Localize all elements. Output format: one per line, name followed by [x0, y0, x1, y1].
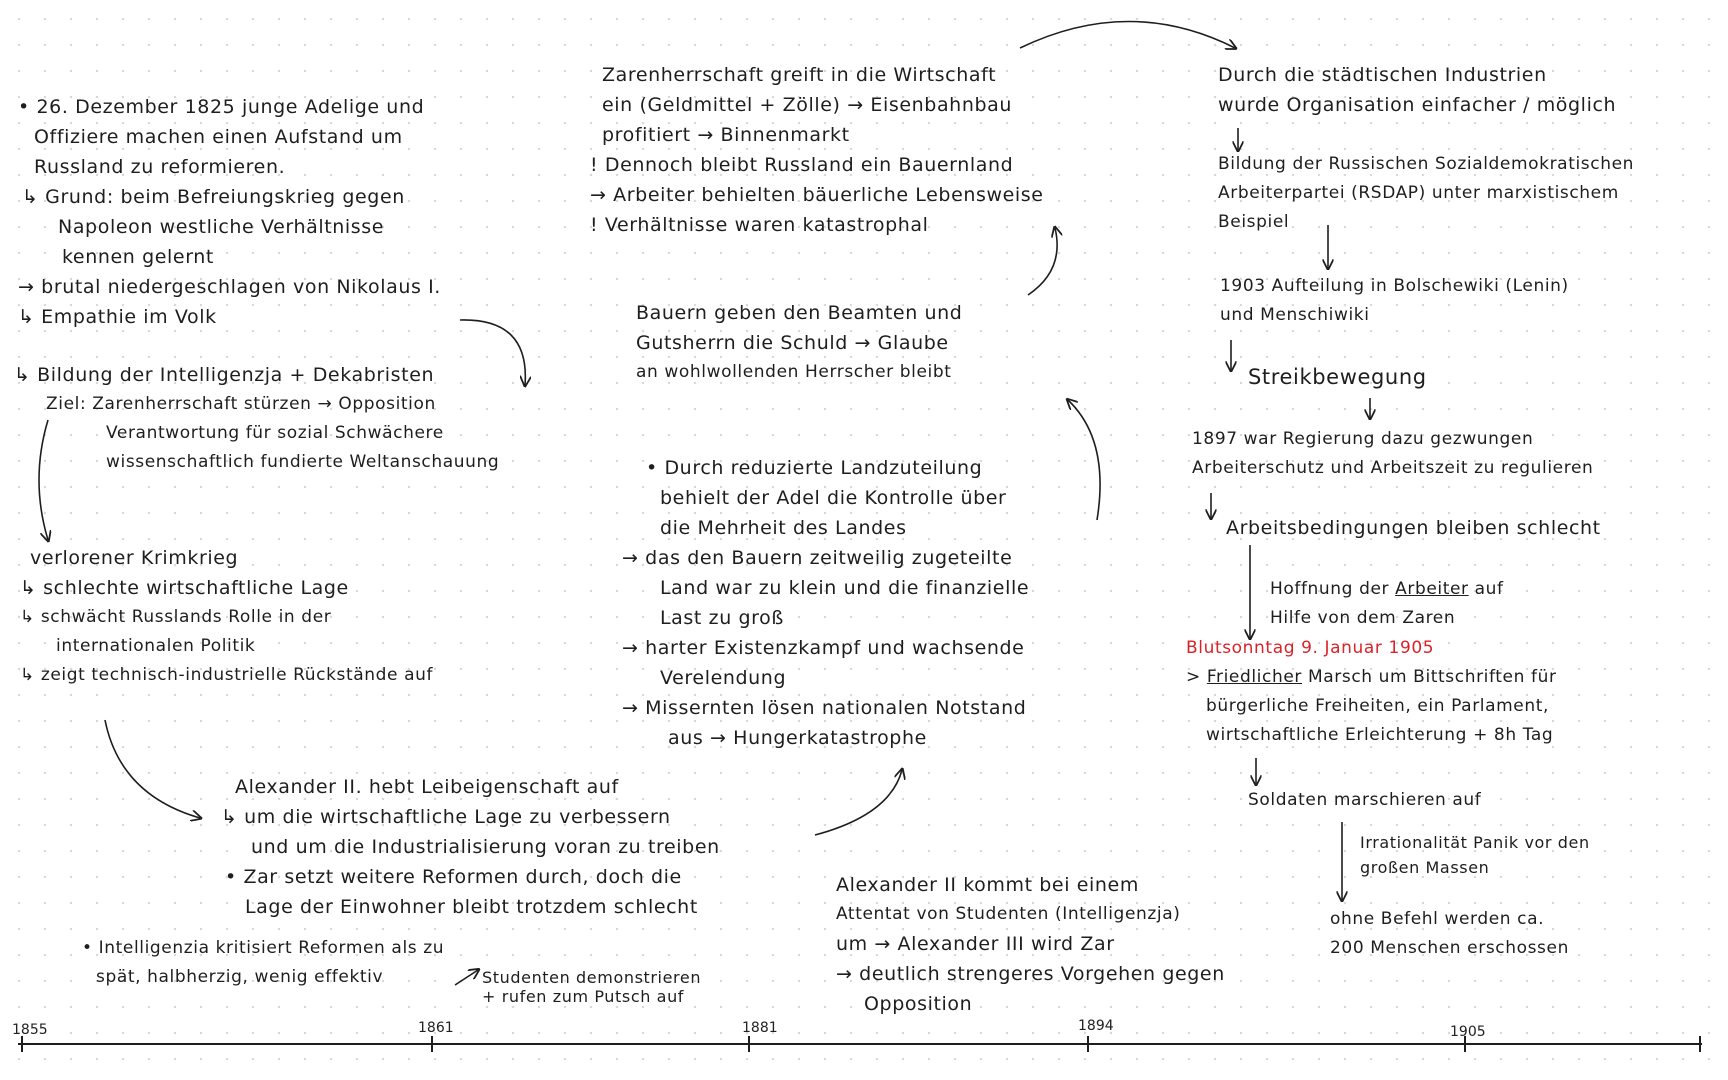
streik-line-1: Streikbewegung — [1248, 365, 1427, 389]
arrow-krimkrieg-to-alexander — [105, 720, 200, 818]
krimkrieg-line-5: ↳ zeigt technisch-industrielle Rückstände auf — [20, 665, 434, 685]
intelligenzja-line-3: Verantwortung für sozial Schwächere — [106, 423, 444, 443]
attentat-block — [836, 870, 1225, 1019]
blutsonntag-line-3: wirtschaftliche Erleichterung + 8h Tag — [1206, 725, 1554, 745]
blutsonntag-block — [1186, 634, 1557, 750]
bauern-line-2: Gutsherrn die Schuld → Glaube — [636, 332, 949, 354]
regierung-line-2: Arbeiterschutz und Arbeitszeit zu regulieren — [1192, 458, 1594, 478]
wirtschaft-line-4: ! Dennoch bleibt Russland ein Bauernland — [590, 154, 1014, 176]
hoffnung-line-1: Hoffnung der Arbeiter auf — [1270, 579, 1504, 599]
attentat-line-3: um → Alexander III wird Zar — [836, 933, 1115, 955]
soldaten-line-1: Soldaten marschieren auf — [1248, 790, 1482, 810]
alexander2-line-4: • Zar setzt weitere Reformen durch, doch die — [225, 866, 682, 888]
bauern-line-3: an wohlwollenden Herrscher bleibt — [636, 362, 952, 382]
kritik-line-1: • Intelligenzia kritisiert Reformen als zu — [82, 938, 445, 958]
blutsonntag-line-1: > Friedlicher Marsch um Bittschriften für — [1186, 667, 1557, 687]
land-line-9: → Missernten lösen nationalen Notstand — [622, 697, 1027, 719]
krimkrieg-line-3: ↳ schwächt Russlands Rolle in der — [20, 607, 332, 627]
wirtschaft-line-2: ein (Geldmittel + Zölle) → Eisenbahnbau — [602, 94, 1013, 116]
timeline-year-1855: 1855 — [12, 1022, 48, 1038]
rsdap-line-3: Beispiel — [1218, 212, 1290, 232]
opfer-line-1: ohne Befehl werden ca. — [1330, 909, 1545, 929]
rsdap-line-2: Arbeiterpartei (RSDAP) unter marxistischem — [1218, 183, 1619, 203]
rsdap-line-1: Bildung der Russischen Sozialdemokratischen — [1218, 154, 1635, 174]
intelligenzja-line-2: Ziel: Zarenherrschaft stürzen → Opposition — [46, 394, 436, 414]
land-line-8: Verelendung — [660, 667, 787, 689]
panik-line-1: Irrationalität Panik vor den — [1360, 833, 1590, 852]
wirtschaft-block — [590, 60, 1044, 240]
studenten-line-2: + rufen zum Putsch auf — [482, 987, 685, 1006]
spaltung-line-1: 1903 Aufteilung in Bolschewiki (Lenin) — [1220, 276, 1569, 296]
bedingungen-line-1: Arbeitsbedingungen bleiben schlecht — [1226, 517, 1601, 539]
hoffnung-block — [1270, 575, 1504, 633]
timeline-year-1881: 1881 — [742, 1020, 778, 1036]
wirtschaft-line-3: profitiert → Binnenmarkt — [602, 124, 850, 146]
arrow-top-curve — [1020, 22, 1235, 49]
timeline-year-1894: 1894 — [1078, 1018, 1114, 1034]
land-line-3: die Mehrheit des Landes — [660, 517, 907, 539]
intelligenzja-block — [14, 360, 499, 477]
wirtschaft-line-1: Zarenherrschaft greift in die Wirtschaft — [602, 64, 997, 86]
intelligenzja-line-4: wissenschaftlich fundierte Weltanschauung — [106, 452, 500, 472]
krimkrieg-block — [20, 543, 434, 690]
timeline-year-1861: 1861 — [418, 1020, 454, 1036]
bauern-line-1: Bauern geben den Beamten und — [636, 302, 963, 324]
opfer-block — [1330, 905, 1569, 963]
blutsonntag-line-2: bürgerliche Freiheiten, ein Parlament, — [1206, 696, 1549, 716]
attentat-line-5: Opposition — [864, 993, 973, 1015]
dekabristen-line-3: Russland zu reformieren. — [34, 156, 286, 178]
arrow-land-to-bauern — [1068, 400, 1100, 520]
attentat-line-1: Alexander II kommt bei einem — [836, 874, 1139, 896]
soldaten-block — [1248, 786, 1481, 815]
krimkrieg-line-4: internationalen Politik — [56, 636, 256, 656]
dekabristen-line-4: ↳ Grund: beim Befreiungskrieg gegen — [22, 186, 405, 208]
dekabristen-line-5: Napoleon westliche Verhältnisse — [58, 216, 385, 238]
land-line-10: aus → Hungerkatastrophe — [668, 727, 927, 749]
regierung-line-1: 1897 war Regierung dazu gezwungen — [1192, 429, 1534, 449]
alexander2-block — [221, 772, 720, 922]
land-line-7: → harter Existenzkampf und wachsende — [622, 637, 1025, 659]
kritik-block — [82, 934, 444, 992]
arrow-alexander-to-land — [815, 770, 902, 835]
attentat-line-4: → deutlich strengeres Vorgehen gegen — [836, 963, 1225, 985]
hoffnung-line-2: Hilfe von dem Zaren — [1270, 608, 1456, 628]
land-line-4: → das den Bauern zeitweilig zugeteilte — [622, 547, 1013, 569]
kritik-line-2: spät, halbherzig, wenig effektiv — [96, 967, 384, 987]
dekabristen-line-6: kennen gelernt — [62, 246, 214, 268]
bedingungen-block — [1226, 513, 1601, 543]
panik-line-2: großen Massen — [1360, 858, 1490, 877]
rsdap-block — [1218, 150, 1634, 237]
land-line-6: Last zu groß — [660, 607, 784, 629]
alexander2-line-2: ↳ um die wirtschaftliche Lage zu verbessern — [221, 806, 671, 828]
land-block — [622, 453, 1029, 753]
bauern-block — [636, 298, 962, 387]
spaltung-block — [1220, 272, 1569, 330]
land-line-1: • Durch reduzierte Landzuteilung — [646, 457, 983, 479]
krimkrieg-line-1: verlorener Krimkrieg — [30, 547, 239, 569]
studenten-block — [482, 968, 701, 1006]
land-line-5: Land war zu klein und die finanzielle — [660, 577, 1030, 599]
industrie-block — [1218, 60, 1616, 120]
dekabristen-line-2: Offiziere machen einen Aufstand um — [34, 126, 403, 148]
spaltung-line-2: und Menschiwiki — [1220, 305, 1370, 325]
timeline-year-1905: 1905 — [1450, 1024, 1486, 1040]
dekabristen-line-1: • 26. Dezember 1825 junge Adelige und — [18, 96, 425, 118]
alexander2-line-1: Alexander II. hebt Leibeigenschaft auf — [235, 776, 619, 798]
industrie-line-2: wurde Organisation einfacher / möglich — [1218, 94, 1617, 116]
land-line-2: behielt der Adel die Kontrolle über — [660, 487, 1007, 509]
regierung-block — [1192, 425, 1593, 483]
alexander2-line-5: Lage der Einwohner bleibt trotzdem schlecht — [245, 896, 698, 918]
wirtschaft-line-6: ! Verhältnisse waren katastrophal — [590, 214, 929, 236]
alexander2-line-3: und um die Industrialisierung voran zu treiben — [251, 836, 720, 858]
industrie-line-1: Durch die städtischen Industrien — [1218, 64, 1547, 86]
opfer-line-2: 200 Menschen erschossen — [1330, 938, 1569, 958]
krimkrieg-line-2: ↳ schlechte wirtschaftliche Lage — [20, 577, 349, 599]
attentat-line-2: Attentat von Studenten (Intelligenzja) — [836, 904, 1181, 924]
panik-block — [1360, 830, 1590, 880]
blutsonntag-title: Blutsonntag 9. Januar 1905 — [1186, 638, 1435, 658]
dekabristen-block — [18, 92, 441, 332]
intelligenzja-line-1: ↳ Bildung der Intelligenzja + Dekabristen — [14, 364, 435, 386]
wirtschaft-line-5: → Arbeiter behielten bäuerliche Lebensweise — [590, 184, 1044, 206]
streik-block — [1248, 362, 1427, 392]
arrow-studenten-to-1861 — [455, 970, 478, 985]
studenten-line-1: Studenten demonstrieren — [482, 968, 702, 987]
dekabristen-line-7: → brutal niedergeschlagen von Nikolaus I. — [18, 276, 441, 298]
dekabristen-line-8: ↳ Empathie im Volk — [18, 306, 217, 328]
